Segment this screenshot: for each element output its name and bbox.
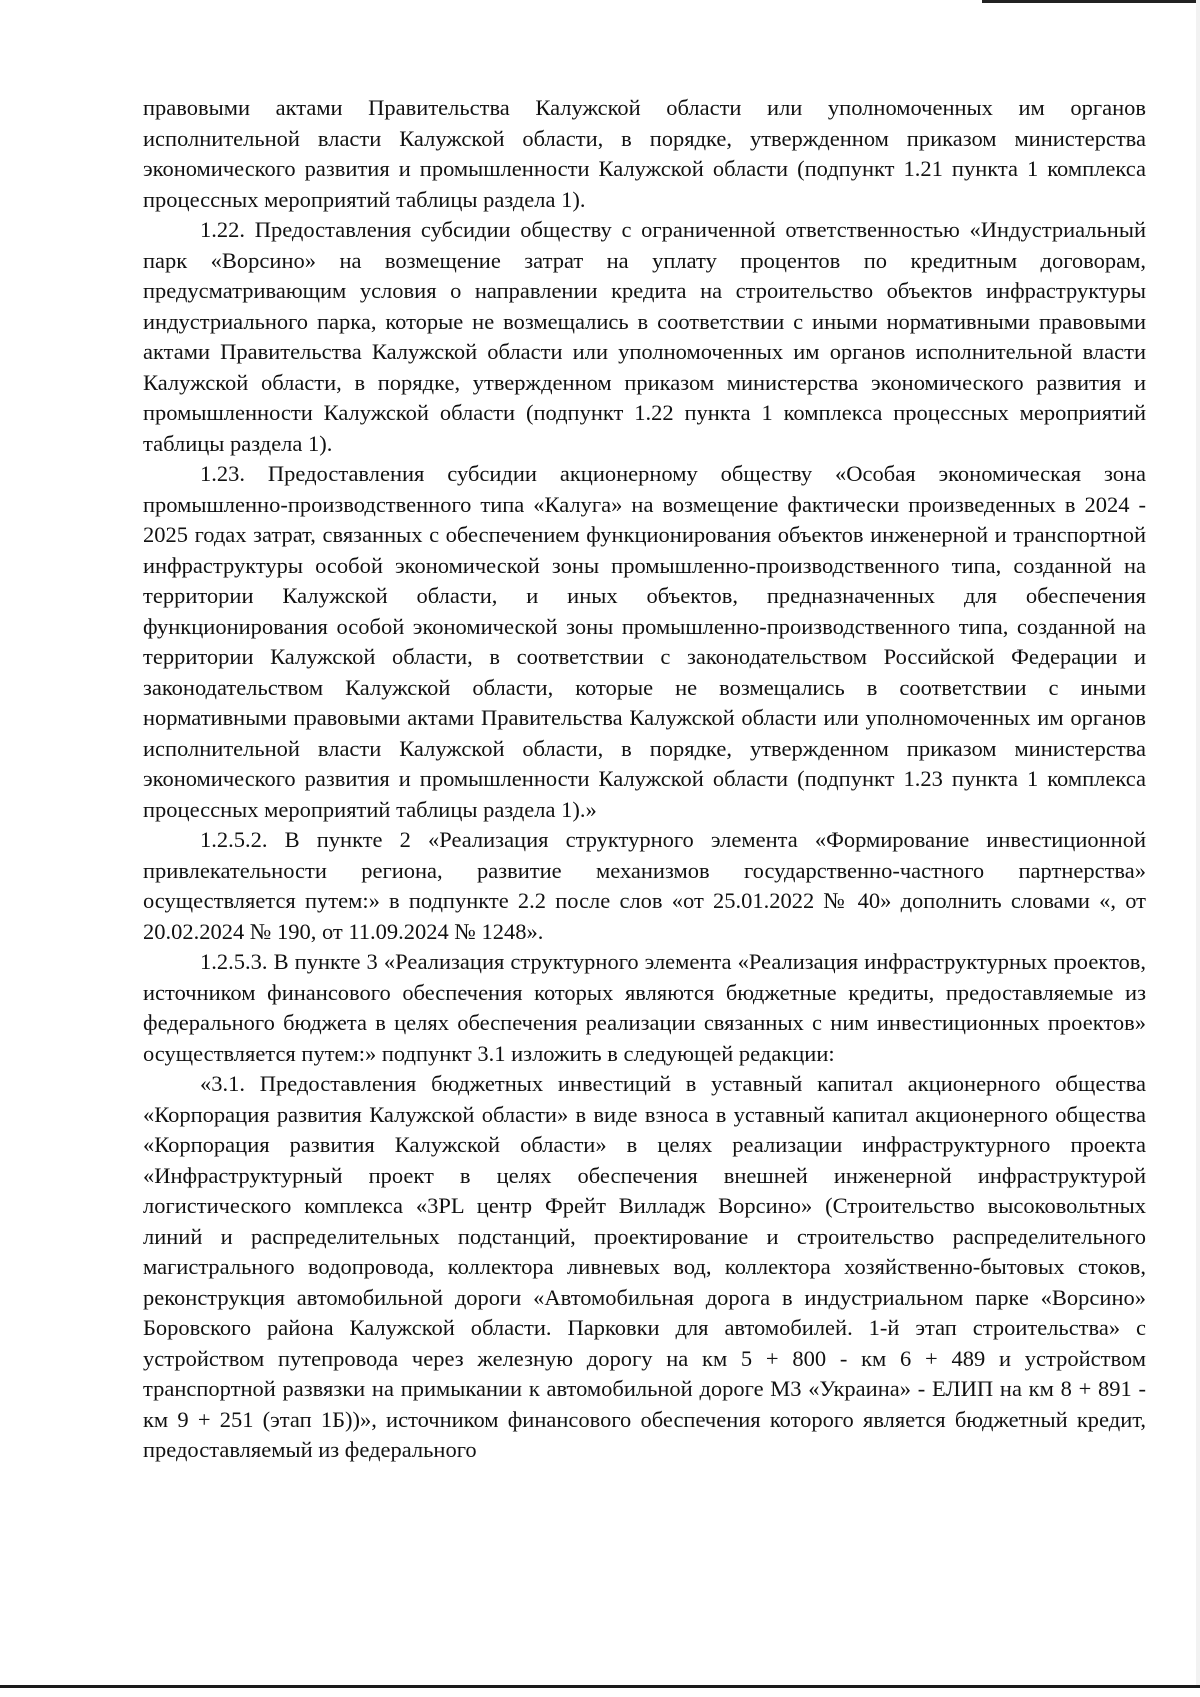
paragraph-1-2-5-3: 1.2.5.3. В пункте 3 «Реализация структурного элемента «Реализация инфраструктурных проектов, источником финансового обеспечения которых являются бюджетные кредиты, предоставляемые из федерального бюджета в целях обеспечения реализации связанных с ним инвестиционных проектов» осуществляется путем:» подпункт 3.1 изложить в следующей редакции: (143, 949, 1146, 1066)
paragraph-1-2-5-2: 1.2.5.2. В пункте 2 «Реализация структурного элемента «Формирование инвестиционной привлекательности региона, развитие механизмов государственно-частного партнерства» осуществляется путем:» в подпункте 2.2 после слов «от 25.01.2022 № 40» дополнить словами «, от 20.02.2024 № 190, от 11.09.2024 № 1248». (143, 827, 1146, 944)
paragraph-continuation: правовыми актами Правительства Калужской области или уполномоченных им органов исполнительной власти Калужской области, в порядке, утвержденном приказом министерства экономического развития и промышленности Калужской области (подпункт 1.21 пункта 1 комплекса процессных мероприятий таблицы раздела 1). (143, 95, 1146, 212)
paragraph-1-22: 1.22. Предоставления субсидии обществу с ограниченной ответственностью «Индустриальный парк «Ворсино» на возмещение затрат на уплату процентов по кредитным договорам, предусматривающим условия о направлении кредита на строительство объектов инфраструктуры индустриального парка, которые не возмещались в соответствии с иными нормативными правовыми актами Правительства Калужской области или уполномоченных им органов исполнительной власти Калужской области, в порядке, утвержденном приказом министерства экономического развития и промышленности Калужской области (подпункт 1.22 пункта 1 комплекса процессных мероприятий таблицы раздела 1). (143, 217, 1146, 456)
scan-right-edge (1196, 0, 1200, 1697)
scan-edge-mark (982, 0, 1200, 3)
paragraph-3-1: «3.1. Предоставления бюджетных инвестиций в уставный капитал акционерного общества «Корпорация развития Калужской области» в виде взноса в уставный капитал акционерного общества «Корпорация развития Калужской области» в целях реализации инфраструктурного проекта «Инфраструктурный проект в целях обеспечения внешней инженерной инфраструктурой логистического комплекса «3PL центр Фрейт Вилладж Ворсино» (Строительство высоковольтных линий и распределительных подстанций, проектирование и строительство распределительного магистрального водопровода, коллектора ливневых вод, коллектора хозяйственно-бытовых стоков, реконструкция автомобильной дороги «Автомобильная дорога в индустриальном парке «Ворсино» Боровского района Калужской области. Парковки для автомобилей. 1-й этап строительства» с устройством путепровода через железную дорогу на км 5 + 800 - км 6 + 489 и устройством транспортной развязки на примыкании к автомобильной дороге М3 «Украина» - ЕЛИП на км 8 + 891 - км 9 + 251 (этап 1Б))», источником финансового обеспечения которого является бюджетный кредит, предоставляемый из федерального (143, 1071, 1146, 1462)
document-body (143, 93, 1146, 1466)
paragraph-1-23: 1.23. Предоставления субсидии акционерному обществу «Особая экономическая зона промышленно-производственного типа «Калуга» на возмещение фактически произведенных в 2024 - 2025 годах затрат, связанных с обеспечением функционирования объектов инженерной и транспортной инфраструктуры особой экономической зоны промышленно-производственного типа, созданной на территории Калужской области, и иных объектов, предназначенных для обеспечения функционирования особой экономической зоны промышленно-производственного типа, созданной на территории Калужской области, в соответствии с законодательством Российской Федерации и законодательством Калужской области, которые не возмещались в соответствии с иными нормативными правовыми актами Правительства Калужской области или уполномоченных им органов исполнительной власти Калужской области, в порядке, утвержденном приказом министерства экономического развития и промышленности Калужской области (подпункт 1.23 пункта 1 комплекса процессных мероприятий таблицы раздела 1).» (143, 461, 1146, 822)
scan-bottom-border (0, 1685, 1200, 1697)
